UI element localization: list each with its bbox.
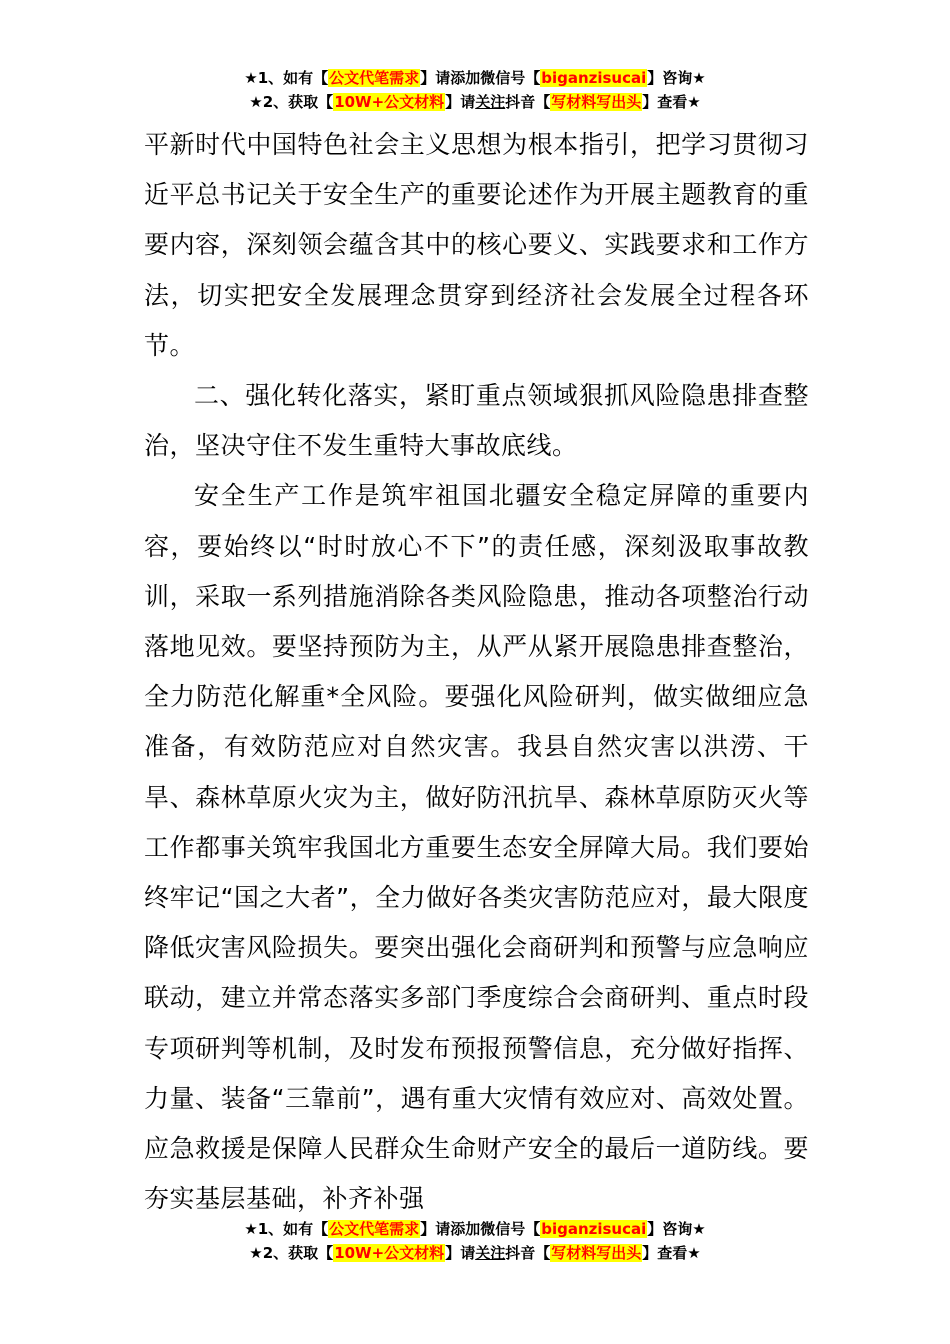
body-paragraph: 平新时代中国特色社会主义思想为根本指引，把学习贯彻习近平总书记关于安全生产的重要论述作为开展主题教育的重要内容，深刻领会蕴含其中的核心要义、实践要求和工作方法，切实把安全发展理念贯穿到经济社会发展全过程各环节。	[144, 130, 809, 360]
banner-highlight: 10W+公文材料	[334, 93, 445, 111]
banner-line-1: ★1、如有【公文代笔需求】请添加微信号【biganzisucai】咨询★	[244, 69, 706, 87]
douyin-highlight: 写材料写出头	[551, 93, 642, 111]
banner-highlight: 10W+公文材料	[334, 1244, 445, 1262]
wechat-id-highlight: biganzisucai	[541, 1220, 647, 1238]
body-paragraph: 安全生产工作是筑牢祖国北疆安全稳定屏障的重要内容，要始终以“时时放心不下”的责任感，深刻汲取事故教训，采取一系列措施消除各类风险隐患，推动各项整治行动落地见效。要坚持预防为主，从严从紧开展隐患排查整治，全力防范化解重*全风险。要强化风险研判，做实做细应急准备，有效防范应对自然灾害。我县自然灾害以洪涝、干旱、森林草原火灾为主，做好防汛抗旱、森林草原防灭火等工作都事关筑牢我国北方重要生态安全屏障大局。我们要始终牢记“国之大者”，全力做好各类灾害防范应对，最大限度降低灾害风险损失。要突出强化会商研判和预警与应急响应联动，建立并常态落实多部门季度综合会商研判、重点时段专项研判等机制，及时发布预报预警信息，充分做好指挥、力量、装备“三靠前”，遇有重大灾情有效应对、高效处置。应急救援是保障人民群众生命财产安全的最后一道防线。要夯实基层基础，补齐补强	[144, 481, 809, 1214]
banner-highlight: 公文代笔需求	[329, 69, 420, 87]
underlined-text: 关注	[475, 93, 506, 111]
footer-banner	[0, 1217, 950, 1265]
wechat-id-highlight: biganzisucai	[541, 69, 647, 87]
underlined-text: 关注	[475, 1244, 506, 1262]
banner-highlight: 公文代笔需求	[329, 1220, 420, 1238]
banner-line-2: ★2、获取【10W+公文材料】请关注抖音【写材料写出头】查看★	[249, 1244, 701, 1262]
banner-line-1: ★1、如有【公文代笔需求】请添加微信号【biganzisucai】咨询★	[244, 1220, 706, 1238]
document-body	[144, 120, 809, 1224]
banner-line-2: ★2、获取【10W+公文材料】请关注抖音【写材料写出头】查看★	[249, 93, 701, 111]
section-heading: 二、强化转化落实，紧盯重点领域狠抓风险隐患排查整治，坚决守住不发生重特大事故底线。	[144, 381, 809, 461]
header-banner	[0, 66, 950, 114]
douyin-highlight: 写材料写出头	[551, 1244, 642, 1262]
